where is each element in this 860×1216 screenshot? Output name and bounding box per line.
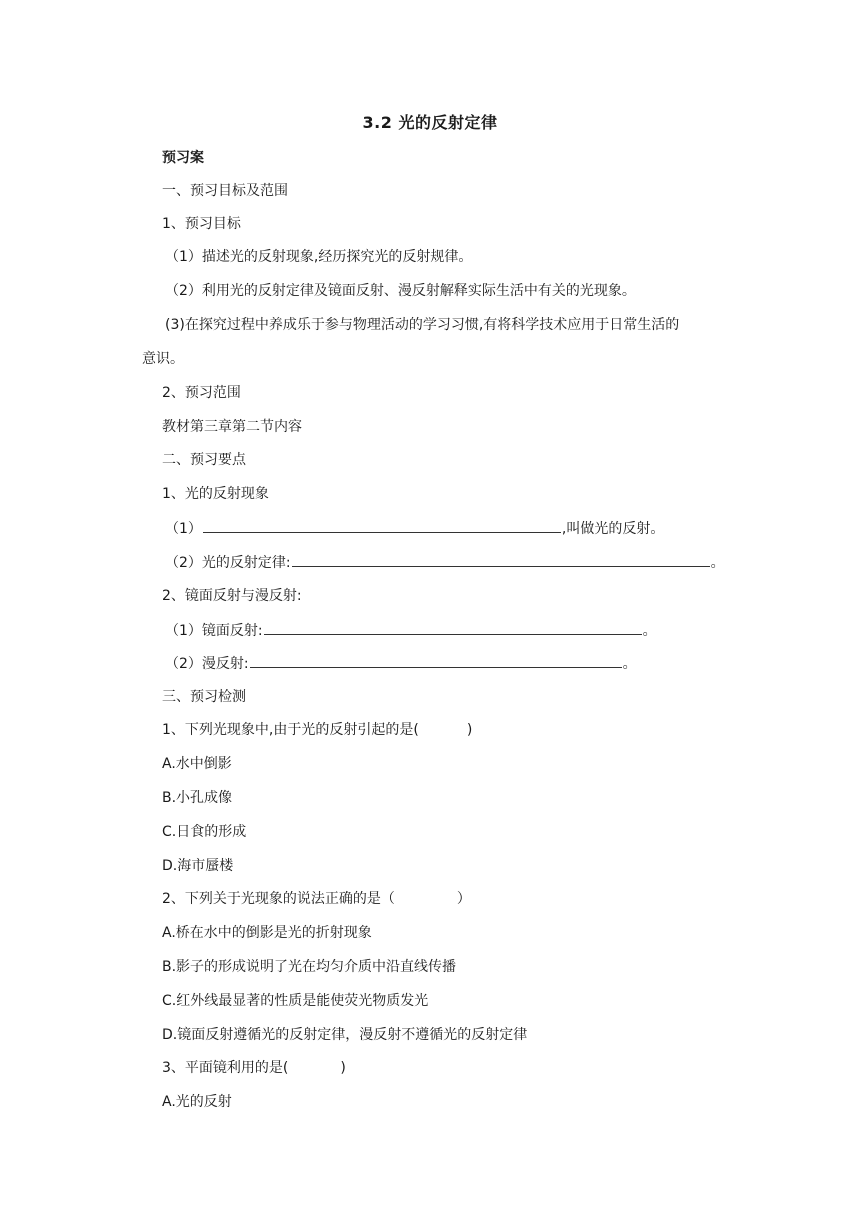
part3-heading: 三、预习检测 xyxy=(162,689,246,705)
item1-b-line xyxy=(165,552,725,573)
q3-stem-prefix: 3、平面镜利用的是( xyxy=(162,1060,289,1076)
q2-option-c: C.红外线最显著的性质是能使荧光物质发光 xyxy=(162,993,429,1009)
goal-item-3-continued: 意识。 xyxy=(142,351,184,367)
q1-option-d: D.海市蜃楼 xyxy=(162,858,234,874)
part2-heading: 二、预习要点 xyxy=(162,452,246,468)
q1-option-c: C.日食的形成 xyxy=(162,824,247,840)
q1-stem-suffix: ) xyxy=(466,722,473,738)
q1-stem-prefix: 1、下列光现象中,由于光的反射引起的是( xyxy=(162,722,419,738)
fill-blank[interactable] xyxy=(203,518,561,533)
q1-stem xyxy=(162,720,472,740)
scope-text: 教材第三章第二节内容 xyxy=(162,419,302,435)
fill-blank[interactable] xyxy=(264,620,642,635)
q2-option-b: B.影子的形成说明了光在均匀介质中沿直线传播 xyxy=(162,959,457,975)
q2-option-d: D.镜面反射遵循光的反射定律，漫反射不遵循光的反射定律 xyxy=(162,1027,528,1043)
goal-heading: 1、预习目标 xyxy=(162,216,241,232)
fill-blank[interactable] xyxy=(292,552,710,567)
q2-stem-prefix: 2、下列关于光现象的说法正确的是（ xyxy=(162,891,395,907)
fill-blank[interactable] xyxy=(250,653,622,668)
item1-a-line xyxy=(165,518,664,539)
q1-option-b: B.小孔成像 xyxy=(162,790,233,806)
q2-option-a: A.桥在水中的倒影是光的折射现象 xyxy=(162,925,372,941)
item2-heading: 2、镜面反射与漫反射: xyxy=(162,588,302,604)
q2-stem-suffix: ） xyxy=(456,891,471,907)
section-label: 预习案 xyxy=(162,150,204,166)
q3-option-a: A.光的反射 xyxy=(162,1094,232,1110)
q1-option-a: A.水中倒影 xyxy=(162,756,232,772)
item1-heading: 1、光的反射现象 xyxy=(162,486,269,502)
goal-item-2: （2）利用光的反射定律及镜面反射、漫反射解释实际生活中有关的光现象。 xyxy=(165,283,636,299)
item2-b-line xyxy=(165,653,637,674)
item2-a-line xyxy=(165,620,657,641)
part1-heading: 一、预习目标及范围 xyxy=(162,183,288,199)
item2-b-prefix: （2）漫反射: xyxy=(165,656,249,672)
item1-b-suffix: 。 xyxy=(710,555,725,571)
q3-stem-suffix: ) xyxy=(340,1060,346,1076)
item1-a-suffix: ,叫做光的反射。 xyxy=(561,521,665,537)
q2-stem xyxy=(162,889,471,909)
item2-a-suffix: 。 xyxy=(642,623,657,639)
item2-a-prefix: （1）镜面反射: xyxy=(165,623,263,639)
item1-a-prefix: （1） xyxy=(165,521,202,537)
scope-heading: 2、预习范围 xyxy=(162,385,241,401)
item2-b-suffix: 。 xyxy=(622,656,637,672)
goal-item-3: (3)在探究过程中养成乐于参与物理活动的学习习惯,有将科学技术应用于日常生活的 xyxy=(165,317,680,333)
q3-stem xyxy=(162,1058,346,1078)
item1-b-prefix: （2）光的反射定律: xyxy=(165,555,291,571)
goal-item-1: （1）描述光的反射现象,经历探究光的反射规律。 xyxy=(165,249,473,265)
page-title: 3.2 光的反射定律 xyxy=(362,113,498,132)
